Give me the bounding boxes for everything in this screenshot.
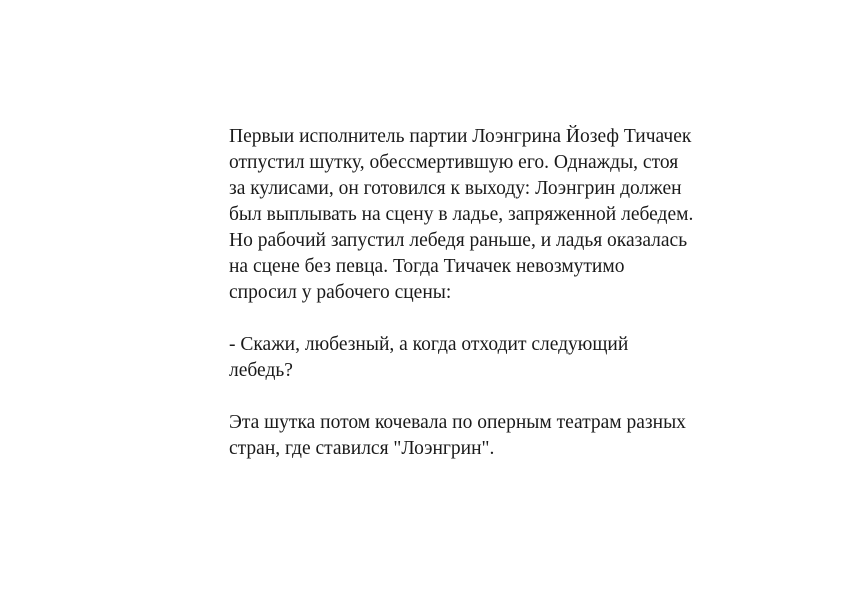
- document-text: [229, 124, 789, 462]
- text-line: Первыи исполнитель партии Лоэнгрина Йозеф Тичачек: [229, 126, 692, 147]
- paragraph-2: [229, 332, 789, 384]
- text-line: спросил у рабочего сцены:: [229, 282, 452, 303]
- text-line: на сцене без певца. Тогда Тичачек невозмутимо: [229, 256, 625, 277]
- paragraph-gap: [229, 384, 789, 410]
- text-line: отпустил шутку, обессмертившую его. Однажды, стоя: [229, 152, 679, 173]
- text-line: лебедь?: [229, 360, 293, 381]
- text-line: Эта шутка потом кочевала по оперным театрам разных: [229, 412, 686, 433]
- text-line: Но рабочий запустил лебедя раньше, и ладья оказалась: [229, 230, 688, 251]
- text-line: был выплывать на сцену в ладье, запряженной лебедем.: [229, 204, 694, 225]
- paragraph-1: [229, 124, 789, 306]
- paragraph-3: [229, 410, 789, 462]
- text-line: - Скажи, любезный, а когда отходит следующий: [229, 334, 629, 355]
- text-line: за кулисами, он готовился к выходу: Лоэнгрин должен: [229, 178, 682, 199]
- text-line: стран, где ставился "Лоэнгрин".: [229, 438, 495, 459]
- paragraph-gap: [229, 306, 789, 332]
